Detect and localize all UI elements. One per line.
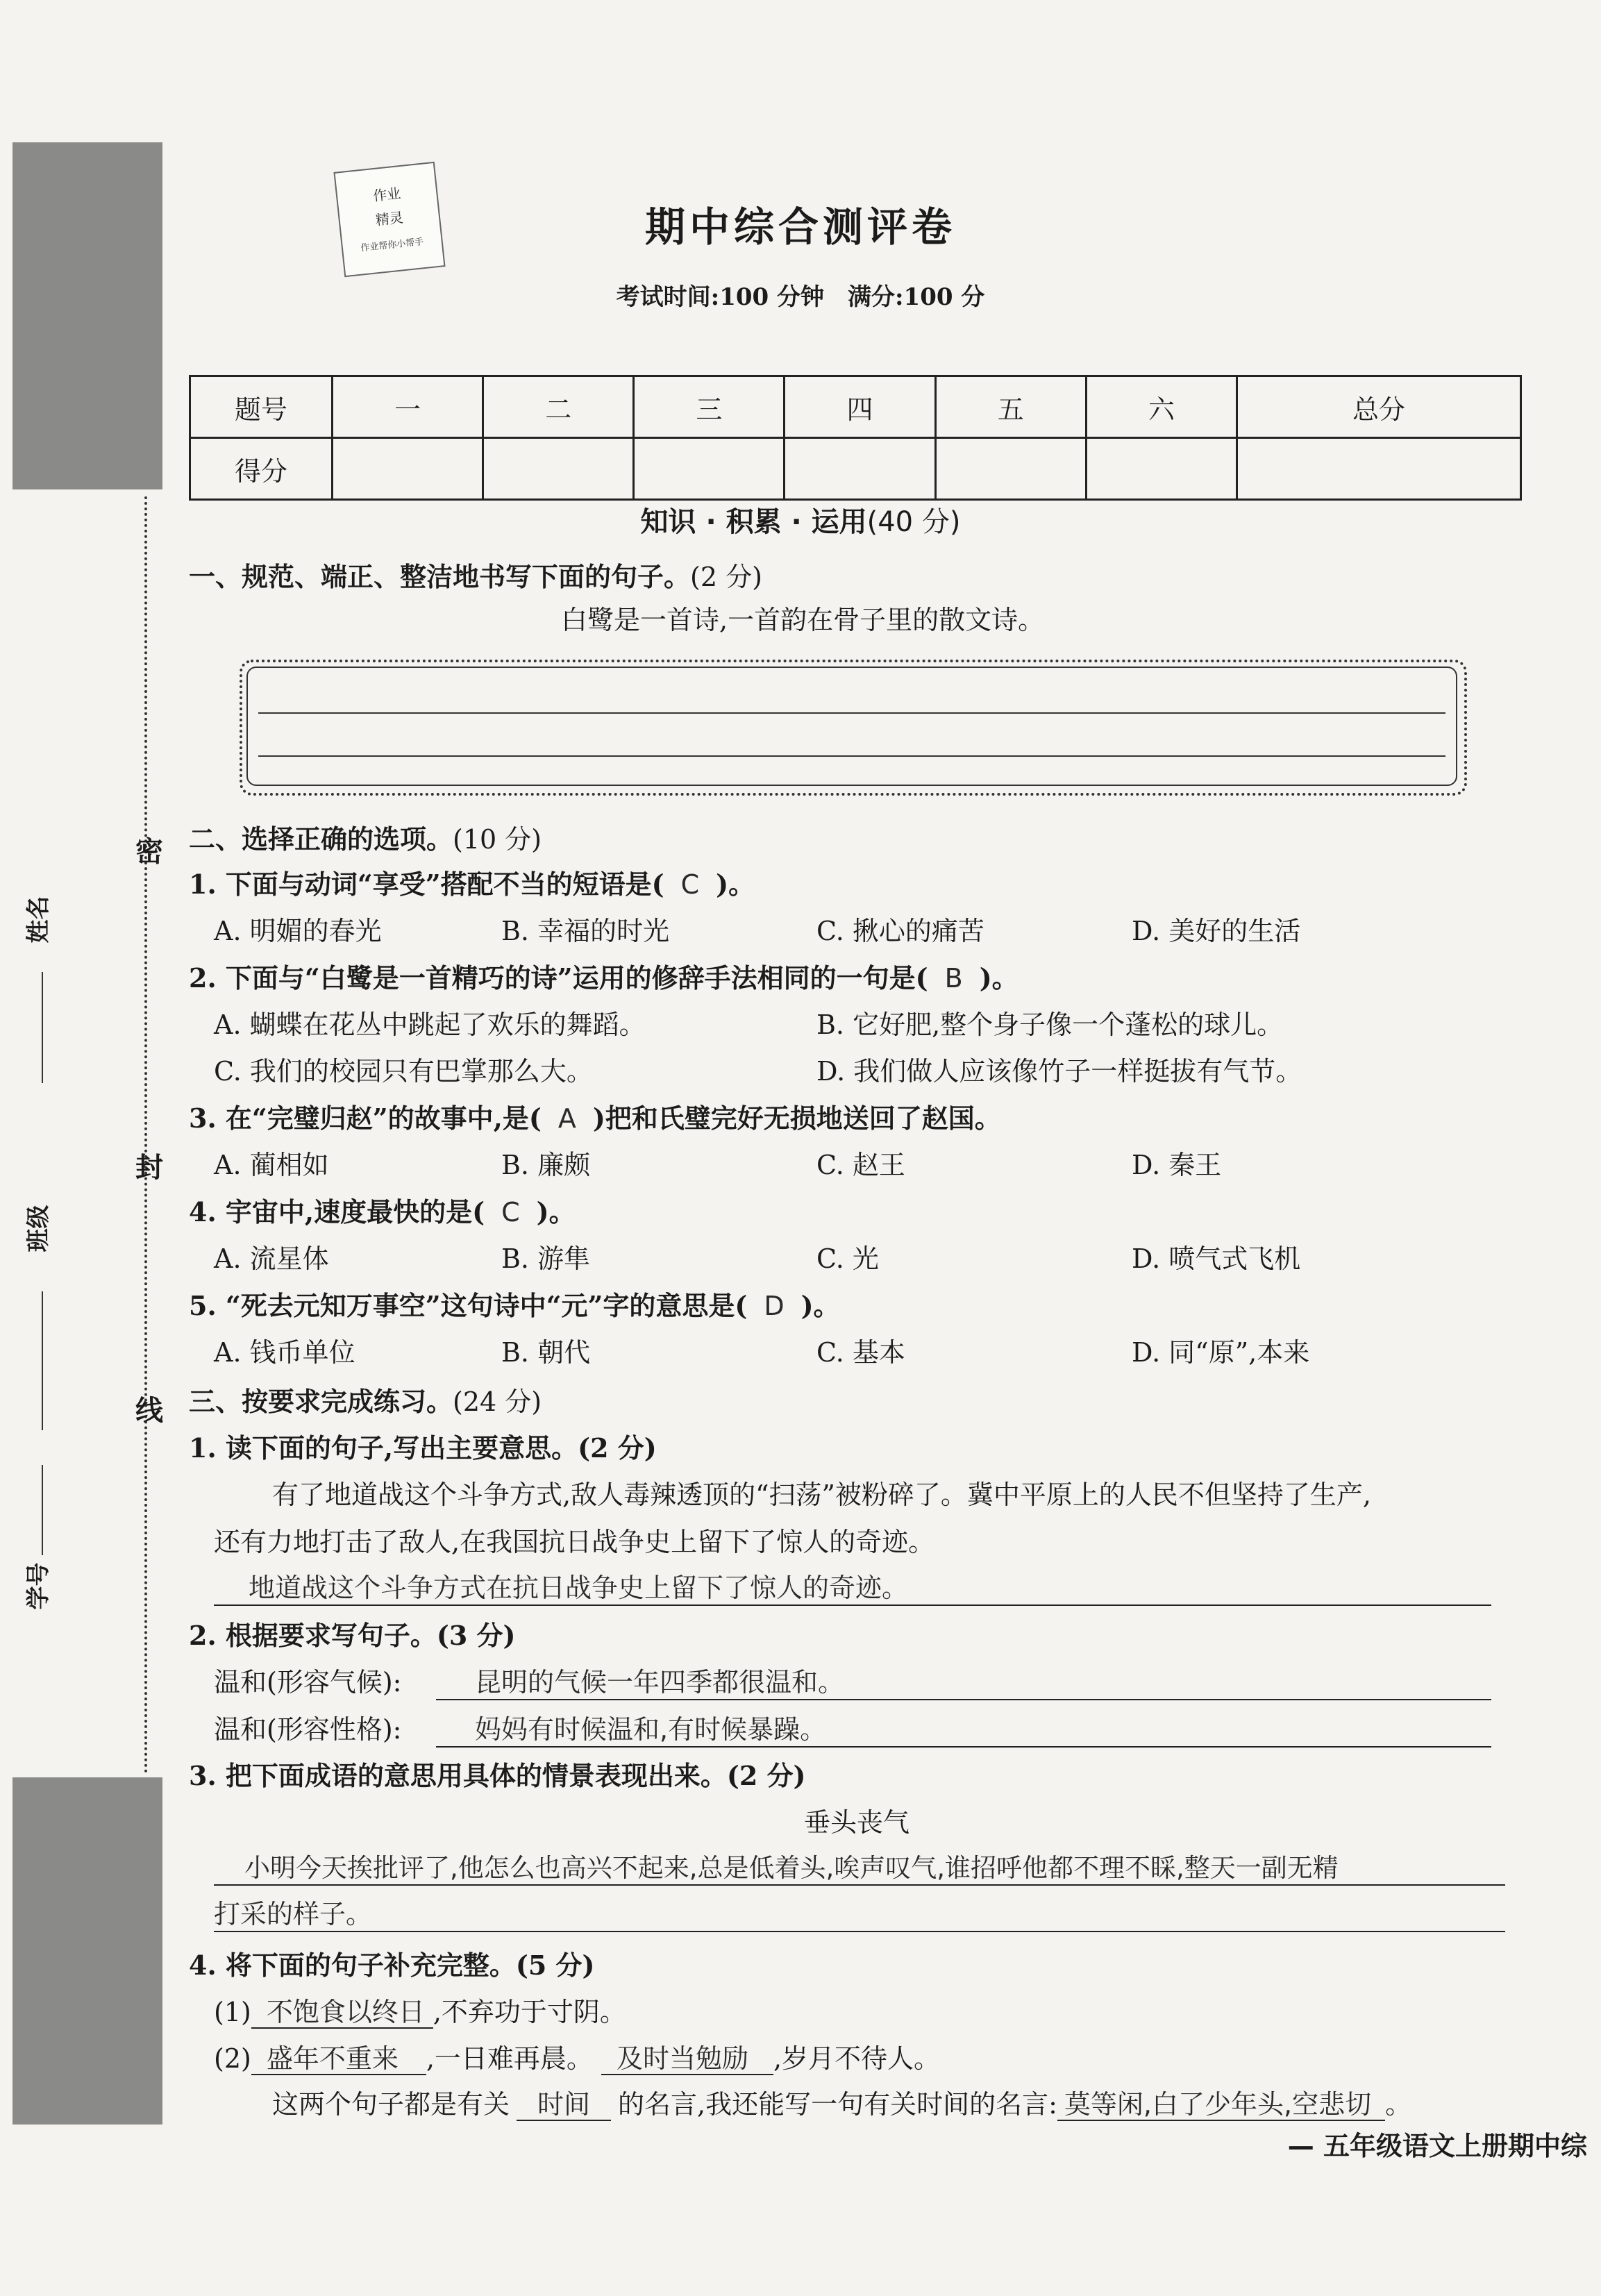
seal-char-feng: 封 — [135, 1151, 163, 1184]
question-stem: 5. “死去元知万事空”这句诗中“元”字的意思是( D )。 — [189, 1290, 840, 1321]
q2-label: 温和(形容性格): — [214, 1714, 402, 1745]
class-label: 班级 — [24, 1205, 53, 1252]
table-cell: 六 — [1086, 376, 1237, 438]
option[interactable]: D. 我们做人应该像竹子一样挺拔有气节。 — [816, 1056, 1302, 1087]
table-row — [190, 376, 1521, 438]
table-cell: 五 — [935, 376, 1086, 438]
q1-passage: 有了地道战这个斗争方式,敌人毒辣透顶的“扫荡”被粉碎了。冀中平原上的人民不但坚持了生产, — [272, 1480, 1372, 1510]
blank-answer[interactable]: 盛年不重来 — [251, 2043, 426, 2075]
binding-strip-bottom — [12, 1777, 162, 2125]
q1-answer[interactable]: 地道战这个斗争方式在抗日战争史上留下了惊人的奇迹。 — [214, 1566, 1491, 1606]
option[interactable]: D. 喷气式飞机 — [1132, 1243, 1301, 1274]
option[interactable]: C. 基本 — [816, 1337, 905, 1368]
answer: C — [501, 1197, 520, 1227]
seal-dotted-line — [144, 496, 147, 1774]
blank-answer[interactable]: 及时当勉励 — [601, 2043, 773, 2075]
q2-stem: 2. 根据要求写句子。(3 分) — [189, 1620, 516, 1651]
q1-stem: 1. 读下面的句子,写出主要意思。(2 分) — [189, 1432, 657, 1464]
option[interactable]: A. 明媚的春光 — [214, 916, 382, 946]
option[interactable]: C. 赵王 — [816, 1150, 905, 1180]
id-blank — [42, 1465, 43, 1555]
option[interactable]: C. 我们的校园只有巴掌那么大。 — [214, 1056, 593, 1087]
answer: D — [764, 1291, 785, 1321]
option[interactable]: D. 同“原”,本来 — [1132, 1337, 1310, 1368]
blank-answer[interactable]: 时间 — [517, 2089, 611, 2121]
seal-char-mi: 密 — [135, 835, 163, 868]
table-row — [190, 438, 1521, 500]
writing-frame-inner — [246, 667, 1457, 786]
table-cell: 题号 — [190, 376, 333, 438]
table-cell: 三 — [634, 376, 785, 438]
question-stem: 4. 宇宙中,速度最快的是( C )。 — [189, 1196, 576, 1227]
part2-heading: 二、选择正确的选项。(10 分) — [189, 824, 542, 855]
option[interactable]: B. 它好肥,整个身子像一个蓬松的球儿。 — [816, 1009, 1284, 1040]
exam-info: 考试时间:100 分钟 满分:100 分 — [616, 283, 985, 311]
q4-line2: (2) 盛年不重来 ,一日难再晨。 及时当勉励 ,岁月不待人。 — [214, 2043, 941, 2074]
table-cell: 四 — [785, 376, 935, 438]
q4-line1: (1) 不饱食以终日 ,不弃功于寸阴。 — [214, 1997, 626, 2027]
option[interactable]: A. 流星体 — [214, 1243, 329, 1274]
answer: A — [558, 1103, 576, 1134]
question-stem: 1. 下面与动词“享受”搭配不当的短语是( C )。 — [189, 869, 755, 900]
q4-line3: 这两个句子都是有关 时间 的名言,我还能写一句有关时间的名言: 莫等闲,白了少年头,空悲切 。 — [272, 2089, 1412, 2120]
q2-answer[interactable]: 妈妈有时候温和,有时候暴躁。 — [436, 1708, 1491, 1748]
section-heading: 知识 · 积累 · 运用(40 分) — [640, 506, 961, 538]
score-table — [189, 375, 1522, 501]
option[interactable]: A. 蝴蝶在花丛中跳起了欢乐的舞蹈。 — [214, 1009, 646, 1040]
seal-char-xian: 线 — [135, 1394, 163, 1427]
score-input-cell[interactable] — [935, 438, 1086, 500]
q1-passage: 还有力地打击了敌人,在我国抗日战争史上留下了惊人的奇迹。 — [214, 1527, 935, 1557]
score-input-cell[interactable] — [333, 438, 483, 500]
table-cell: 二 — [483, 376, 634, 438]
page-footer: — 五年级语文上册期中综 — [1287, 2131, 1587, 2161]
score-input-cell[interactable] — [1086, 438, 1237, 500]
q2-label: 温和(形容气候): — [214, 1667, 402, 1698]
part1-heading: 一、规范、端正、整洁地书写下面的句子。(2 分) — [189, 562, 762, 592]
q4-stem: 4. 将下面的句子补充完整。(5 分) — [189, 1950, 595, 1981]
writing-line[interactable] — [258, 755, 1445, 757]
answer: B — [944, 963, 963, 994]
name-blank — [42, 972, 43, 1083]
part3-heading: 三、按要求完成练习。(24 分) — [189, 1386, 542, 1417]
page-title: 期中综合测评卷 — [644, 203, 956, 251]
score-input-cell[interactable] — [785, 438, 935, 500]
option[interactable]: C. 光 — [816, 1243, 879, 1274]
option[interactable]: B. 廉颇 — [501, 1150, 591, 1180]
class-blank — [42, 1291, 43, 1430]
table-cell: 得分 — [190, 438, 333, 500]
option[interactable]: C. 揪心的痛苦 — [816, 916, 984, 946]
score-input-cell[interactable] — [634, 438, 785, 500]
score-input-cell[interactable] — [483, 438, 634, 500]
writing-line[interactable] — [258, 712, 1445, 714]
homework-stamp: 作业 精灵 作业帮你小帮手 — [333, 162, 445, 277]
option[interactable]: A. 蔺相如 — [214, 1150, 329, 1180]
q2-answer[interactable]: 昆明的气候一年四季都很温和。 — [436, 1661, 1491, 1700]
option[interactable]: B. 游隼 — [501, 1243, 591, 1274]
table-cell: 一 — [333, 376, 483, 438]
option[interactable]: B. 朝代 — [501, 1337, 591, 1368]
blank-answer[interactable]: 不饱食以终日 — [251, 1997, 433, 2029]
q3-answer[interactable]: 小明今天挨批评了,他怎么也高兴不起来,总是低着头,唉声叹气,谁招呼他都不理不睬,整天一副无精 — [214, 1847, 1505, 1886]
option[interactable]: D. 秦王 — [1132, 1150, 1222, 1180]
option[interactable]: A. 钱币单位 — [214, 1337, 355, 1368]
option[interactable]: D. 美好的生活 — [1132, 916, 1301, 946]
id-label: 学号 — [24, 1562, 53, 1610]
question-stem: 3. 在“完璧归赵”的故事中,是( A )把和氏璧完好无损地送回了赵国。 — [189, 1103, 1001, 1134]
q3-answer[interactable]: 打采的样子。 — [214, 1893, 1505, 1932]
q3-idiom: 垂头丧气 — [804, 1807, 910, 1838]
part1-sentence: 白鹭是一首诗,一首韵在骨子里的散文诗。 — [561, 605, 1045, 635]
score-input-cell[interactable] — [1237, 438, 1520, 500]
q3-stem: 3. 把下面成语的意思用具体的情景表现出来。(2 分) — [189, 1760, 806, 1791]
answer: C — [680, 869, 700, 900]
blank-answer[interactable]: 莫等闲,白了少年头,空悲切 — [1057, 2089, 1385, 2121]
option[interactable]: B. 幸福的时光 — [501, 916, 670, 946]
question-stem: 2. 下面与“白鹭是一首精巧的诗”运用的修辞手法相同的一句是( B )。 — [189, 962, 1019, 994]
name-label: 姓名 — [24, 896, 53, 944]
table-cell: 总分 — [1237, 376, 1520, 438]
